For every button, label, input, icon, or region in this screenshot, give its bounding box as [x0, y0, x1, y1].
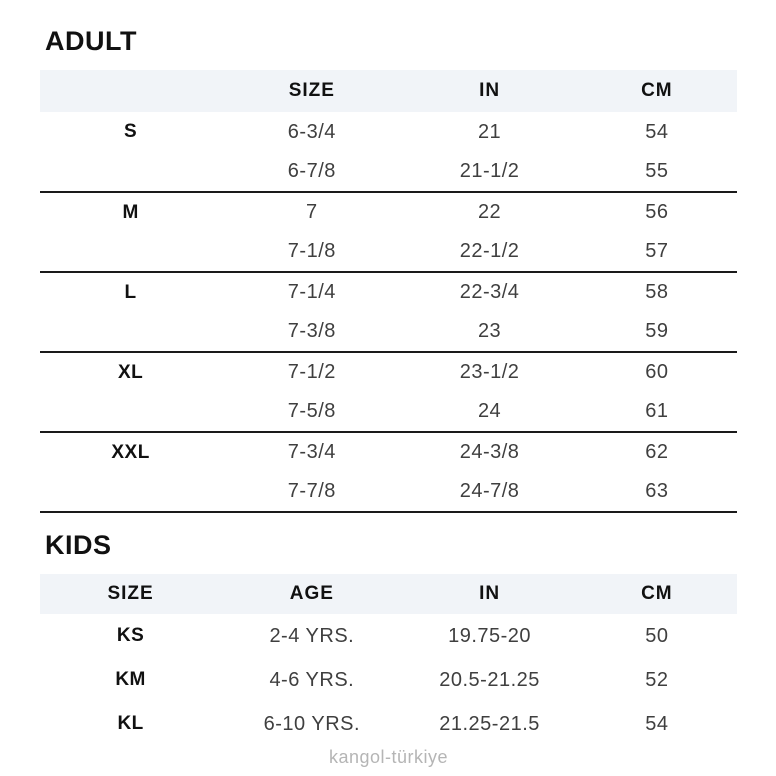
size-value: 7-5/8 — [221, 392, 402, 432]
cm-value: 56 — [645, 201, 669, 223]
size-group-label: XXL — [111, 441, 150, 463]
cm-value: 61 — [577, 392, 737, 432]
table-row — [40, 658, 737, 702]
in-value: 21 — [477, 120, 502, 143]
cm-value: 59 — [577, 312, 737, 352]
column-header-in: IN — [402, 574, 576, 614]
size-group-label — [40, 392, 221, 432]
size-value: 6-3/4 — [287, 120, 336, 143]
table-row — [40, 272, 737, 312]
size-value: 7-1/2 — [287, 361, 336, 383]
size-group-label — [40, 152, 221, 192]
cm-value: 58 — [645, 281, 669, 303]
age-value: 4-6 YRS. — [269, 668, 355, 691]
size-group-label: KM — [115, 669, 146, 690]
cm-value: 60 — [645, 361, 669, 383]
cm-value: 55 — [577, 152, 737, 192]
cm-value: 54 — [645, 120, 669, 143]
size-group-label: KL — [117, 713, 144, 734]
size-group-label: S — [124, 121, 138, 142]
column-header-age: AGE — [221, 574, 402, 614]
adult-size-table — [40, 70, 737, 513]
column-header-in: IN — [402, 70, 576, 112]
size-group-label — [40, 472, 221, 512]
table-row — [40, 312, 737, 352]
size-group-label: XL — [117, 361, 144, 383]
in-value: 22-3/4 — [459, 281, 520, 303]
size-value: 7-3/4 — [287, 441, 336, 463]
size-group-label — [40, 312, 221, 352]
column-header-size: SIZE — [221, 70, 402, 112]
table-row — [40, 472, 737, 512]
cm-value: 50 — [645, 624, 669, 647]
table-row — [40, 432, 737, 472]
size-value: 6-7/8 — [221, 152, 402, 192]
in-value: 19.75-20 — [448, 624, 532, 647]
table-row — [40, 192, 737, 232]
table-row — [40, 112, 737, 152]
in-value: 23 — [402, 312, 576, 352]
size-value: 7 — [306, 201, 318, 223]
size-value: 7-1/4 — [287, 281, 336, 303]
cm-value: 54 — [645, 712, 669, 735]
brand-footer-text: kangol-türkiye — [328, 747, 449, 767]
cm-value: 52 — [645, 668, 669, 691]
adult-section-title: ADULT — [45, 26, 137, 56]
size-group-label — [40, 232, 221, 272]
table-row — [40, 232, 737, 272]
size-value: 7-7/8 — [221, 472, 402, 512]
in-value: 22 — [477, 201, 502, 223]
kids-header-row — [40, 574, 737, 614]
size-group-label: L — [124, 281, 137, 303]
column-header-cm: CM — [577, 574, 737, 614]
size-value: 7-1/8 — [221, 232, 402, 272]
in-value: 21.25-21.5 — [439, 712, 540, 735]
table-row — [40, 702, 737, 746]
age-value: 2-4 YRS. — [269, 624, 355, 647]
table-row — [40, 152, 737, 192]
cm-value: 62 — [645, 441, 669, 463]
table-row — [40, 614, 737, 658]
in-value: 24-7/8 — [402, 472, 576, 512]
table-row — [40, 392, 737, 432]
column-header-cm: CM — [577, 70, 737, 112]
cm-value: 63 — [577, 472, 737, 512]
kids-size-table — [40, 574, 737, 746]
table-row — [40, 352, 737, 392]
in-value: 22-1/2 — [402, 232, 576, 272]
in-value: 21-1/2 — [402, 152, 576, 192]
cm-value: 57 — [577, 232, 737, 272]
size-value: 7-3/8 — [221, 312, 402, 352]
in-value: 23-1/2 — [459, 361, 520, 383]
column-header-size: SIZE — [40, 574, 221, 614]
in-value: 24 — [402, 392, 576, 432]
column-header-empty — [40, 70, 221, 112]
kids-section-title: KIDS — [45, 530, 112, 560]
size-group-label: KS — [116, 625, 145, 646]
age-value: 6-10 YRS. — [263, 712, 361, 735]
in-value: 24-3/8 — [459, 441, 520, 463]
in-value: 20.5-21.25 — [439, 668, 540, 691]
size-group-label: M — [122, 201, 139, 223]
adult-header-row — [40, 70, 737, 112]
